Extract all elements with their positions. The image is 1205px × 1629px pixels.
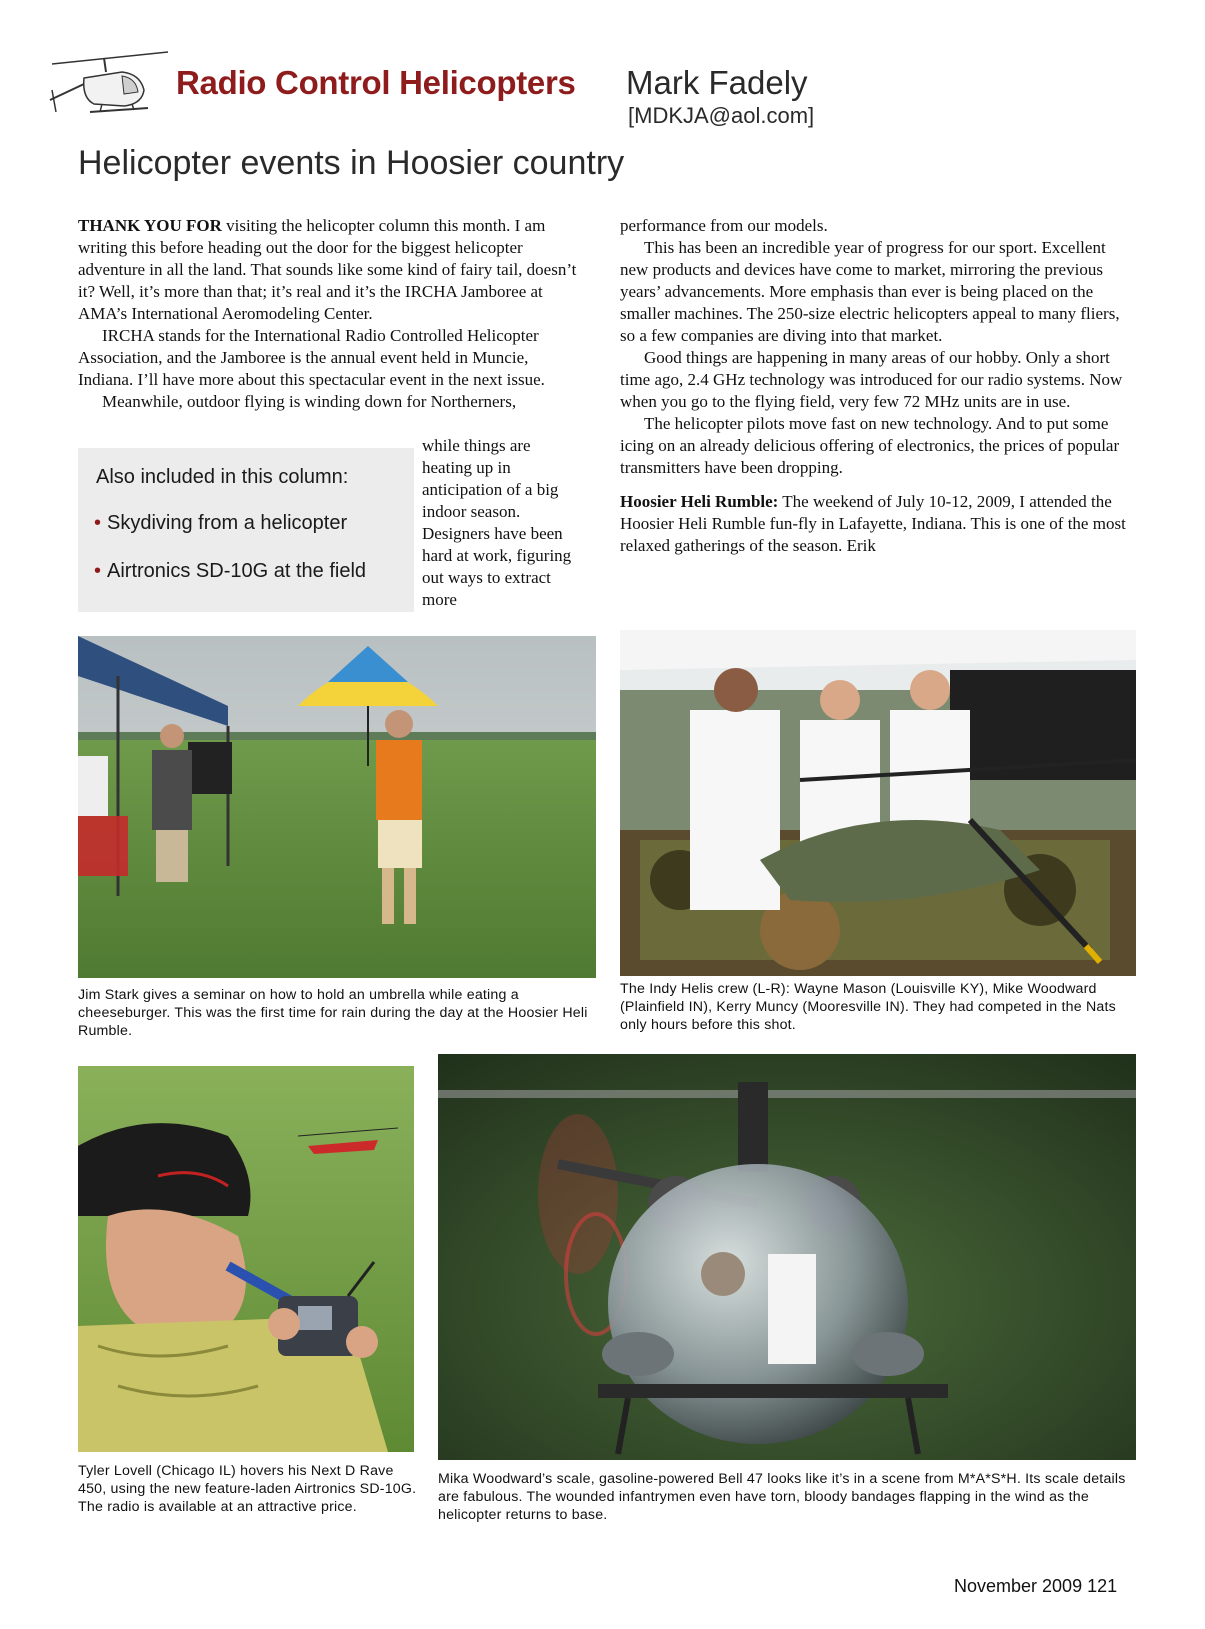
sidebar-item: • Airtronics SD-10G at the field [94, 560, 367, 582]
paragraph: Hoosier Heli Rumble: The weekend of July 10-12, 2009, I attended the Hoosier Heli Rumble fun-fly in Lafayette, Indiana. This is one of the most relaxed gatherings of the season. Erik [620, 492, 1126, 555]
paragraph: The helicopter pilots move fast on new technology. And to put some icing on an already delicious offering of electronics, the prices of popular transmitters have been dropping. [620, 414, 1120, 477]
photo-umbrella-seminar [78, 636, 596, 978]
paragraph: Meanwhile, outdoor flying is winding down for Northerners, [102, 392, 517, 411]
photo-caption: Tyler Lovell (Chicago IL) hovers his Next D Rave 450, using the new feature-laden Airtronics SD-10G. The radio is available at an attractive price. [78, 1463, 417, 1515]
photo-caption: The Indy Helis crew (L-R): Wayne Mason (Louisville KY), Mike Woodward (Plainfield IN), Kerry Muncy (Mooresville IN). They had competed in the Nats only hours before this shot. [620, 981, 1116, 1033]
article-narrow-column: while things are heating up in anticipation of a big indoor season. Designers have been hard at work, figuring out ways to extract more [422, 436, 572, 609]
page-footer: November 2009 121 [954, 1576, 1118, 1596]
article-left-column [78, 215, 580, 413]
photo-caption: Mika Woodward’s scale, gasoline-powered Bell 47 looks like it’s in a scene from M*A*S*H. Its scale details are fabulous. The wounded infantrymen even have torn, bloody bandages flapping in the wind as the helicopter returns to base. [438, 1471, 1126, 1523]
author-name: Mark Fadely [626, 64, 808, 101]
paragraph: Good things are happening in many areas of our hobby. Only a short time ago, 2.4 GHz technology was introduced for our radio systems. Now when you go to the flying field, very few 72 MHz units are in use. [620, 348, 1123, 411]
paragraph: This has been an incredible year of progress for our sport. Excellent new products and devices have come to market, mirroring the previous years’ advancements. More emphasis than ever is being placed on the smaller machines. The 250-size electric helicopters appeal to many fliers, so a few companies are diving into that market. [620, 238, 1120, 345]
sidebar-heading: Also included in this column: [96, 466, 349, 488]
paragraph: performance from our models. [620, 216, 828, 235]
author-email[interactable]: [MDKJA@aol.com] [628, 103, 815, 128]
bullet-icon: • [94, 560, 102, 582]
sidebar-box [78, 448, 414, 612]
photo-bell-47-scale [438, 1054, 1136, 1460]
photo-indy-helis-crew [620, 630, 1136, 976]
section-lead-in: Hoosier Heli Rumble: [620, 492, 779, 511]
photo-caption: Jim Stark gives a seminar on how to hold an umbrella while eating a cheeseburger. This was the first time for rain during the day at the Hoosier Heli Rumble. [78, 987, 588, 1039]
bullet-icon: • [94, 512, 102, 534]
article-right-column [620, 215, 1134, 557]
lead-in: THANK YOU FOR [78, 216, 222, 235]
article-headline: Helicopter events in Hoosier country [78, 144, 625, 182]
paragraph: THANK YOU FOR visiting the helicopter column this month. I am writing this before heading out the door for the biggest helicopter adventure in all the land. That sounds like some kind of fairy tail, doesn’t it? Well, it’s more than that; it’s real and it’s the IRCHA Jamboree at AMA’s International Aeromodeling Center. [78, 216, 577, 323]
helicopter-logo-icon [44, 38, 172, 130]
column-title: Radio Control Helicopters [176, 64, 576, 101]
photo-tyler-lovell [78, 1066, 414, 1452]
paragraph: IRCHA stands for the International Radio Controlled Helicopter Association, and the Jamboree is the annual event held in Muncie, Indiana. I’ll have more about this spectacular event in the next issue. [78, 326, 545, 389]
sidebar-item: • Skydiving from a helicopter [94, 512, 348, 534]
